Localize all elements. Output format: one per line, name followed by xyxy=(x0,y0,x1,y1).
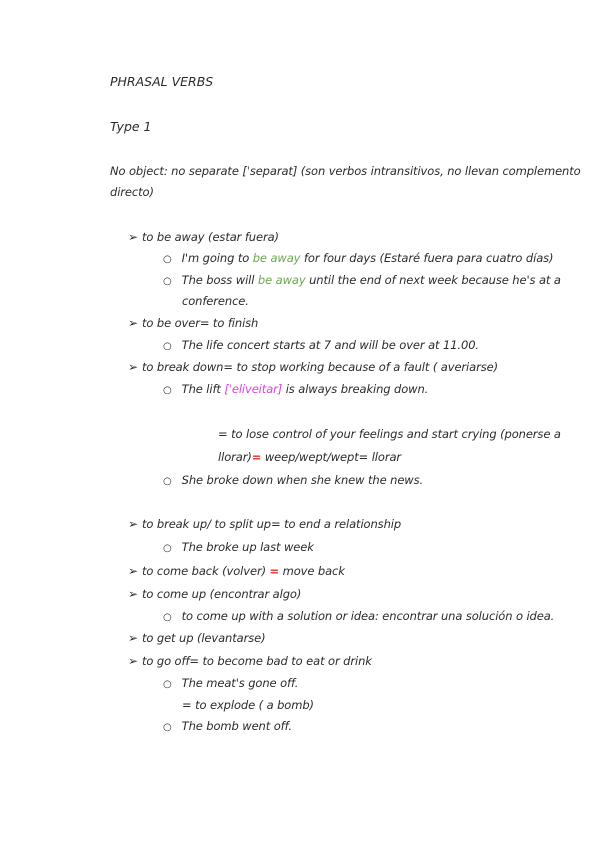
example-text: The boss will xyxy=(181,273,258,287)
circle-bullet-icon: ○ xyxy=(163,543,172,554)
arrow-bullet-icon: ➢ xyxy=(128,564,138,578)
example-break-up-1 xyxy=(163,539,314,557)
example-text: The lift xyxy=(181,382,225,396)
circle-bullet-icon: ○ xyxy=(163,276,172,287)
example-text: She broke down when she knew the news. xyxy=(181,473,424,487)
arrow-bullet-icon: ➢ xyxy=(128,587,138,601)
item-come-up xyxy=(128,586,301,602)
circle-bullet-icon: ○ xyxy=(163,385,172,396)
arrow-bullet-icon: ➢ xyxy=(128,230,138,244)
highlight-text: be away xyxy=(252,251,301,265)
definition-break-down-2-cont xyxy=(218,449,401,465)
definition-break-down-2: = to lose control of your feelings and start crying (ponerse a xyxy=(218,427,561,441)
arrow-bullet-icon: ➢ xyxy=(128,316,138,330)
example-go-off-1 xyxy=(163,675,298,693)
item-label: to be away (estar fuera) xyxy=(141,230,279,244)
definition-go-off-2: = to explode ( a bomb) xyxy=(182,698,314,712)
item-be-over xyxy=(128,315,258,331)
item-get-up xyxy=(128,630,266,646)
example-be-away-2 xyxy=(163,272,561,290)
arrow-bullet-icon: ➢ xyxy=(128,631,138,645)
example-come-up-1 xyxy=(163,608,554,626)
intro-line-1: No object: no separate [ˈseparat] (son verbos intransitivos, no llevan complemento xyxy=(110,164,581,178)
equals-sign: = xyxy=(269,564,280,578)
item-label: to come back (volver) xyxy=(141,564,270,578)
example-be-over-1 xyxy=(163,337,479,355)
intro-line-2: directo) xyxy=(110,185,154,199)
item-label: move back xyxy=(279,564,345,578)
item-come-back xyxy=(128,563,345,579)
example-text: The life concert starts at 7 and will be over at 11.00. xyxy=(181,338,479,352)
circle-bullet-icon: ○ xyxy=(163,341,172,352)
item-label: to break down= to stop working because of a fault ( averiarse) xyxy=(141,360,498,374)
example-go-off-2 xyxy=(163,718,292,736)
example-be-away-2-cont: conference. xyxy=(182,294,249,308)
item-label: to come up (encontrar algo) xyxy=(141,587,302,601)
example-break-down-1 xyxy=(163,381,428,399)
arrow-bullet-icon: ➢ xyxy=(128,517,138,531)
item-break-up xyxy=(128,516,401,532)
item-label: to break up/ to split up= to end a relationship xyxy=(141,517,402,531)
circle-bullet-icon: ○ xyxy=(163,722,172,733)
highlight-text: be away xyxy=(257,273,306,287)
example-text: for four days (Estaré fuera para cuatro días) xyxy=(300,251,554,265)
circle-bullet-icon: ○ xyxy=(163,254,172,265)
circle-bullet-icon: ○ xyxy=(163,679,172,690)
example-text: until the end of next week because he's at a xyxy=(305,273,561,287)
item-label: to be over= to finish xyxy=(141,316,259,330)
definition-text: weep/wept/wept= llorar xyxy=(261,450,402,464)
item-label: to go off= to become bad to eat or drink xyxy=(141,654,372,668)
arrow-bullet-icon: ➢ xyxy=(128,360,138,374)
circle-bullet-icon: ○ xyxy=(163,476,172,487)
page-title: PHRASAL VERBS xyxy=(110,74,214,89)
phonetic-text: [ˈeliveitar] xyxy=(224,382,283,396)
item-label: to get up (levantarse) xyxy=(141,631,266,645)
example-break-down-2 xyxy=(163,472,423,490)
example-text: The bomb went off. xyxy=(181,719,292,733)
item-be-away xyxy=(128,229,279,245)
equals-sign: = xyxy=(251,450,262,464)
example-text: to come up with a solution or idea: encontrar una solución o idea. xyxy=(181,609,555,623)
example-text: The broke up last week xyxy=(181,540,314,554)
example-text: is always breaking down. xyxy=(282,382,429,396)
arrow-bullet-icon: ➢ xyxy=(128,654,138,668)
definition-text: llorar) xyxy=(218,450,252,464)
circle-bullet-icon: ○ xyxy=(163,612,172,623)
example-be-away-1 xyxy=(163,250,553,268)
type-heading: Type 1 xyxy=(110,119,152,134)
example-text: I'm going to xyxy=(181,251,253,265)
example-text: The meat's gone off. xyxy=(181,676,299,690)
item-go-off xyxy=(128,653,372,669)
item-break-down xyxy=(128,359,498,375)
